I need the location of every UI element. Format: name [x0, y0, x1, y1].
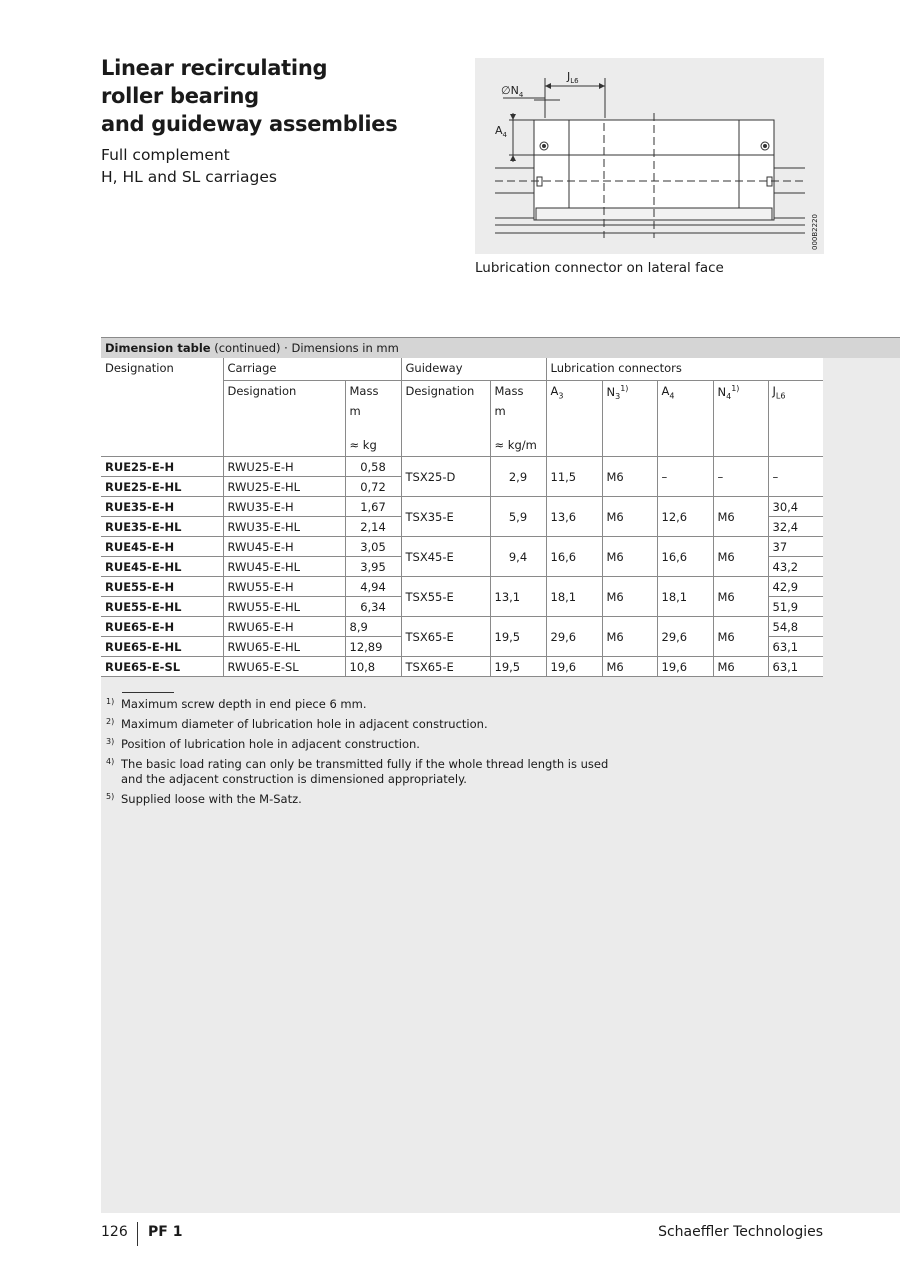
col-guideway: Guideway	[401, 358, 546, 381]
footnote: 5) Supplied loose with the M-Satz.	[106, 792, 302, 806]
label-a4: A	[495, 124, 503, 137]
figure-caption: Lubrication connector on lateral face	[475, 260, 724, 276]
dimension-table-section	[101, 337, 900, 677]
table-row: RUE65-E-SL RWU65-E-SL 10,8 TSX65-E 19,5 19,6 M6 19,6 M6 63,1	[101, 657, 823, 677]
footnote: 3) Position of lubrication hole in adjacent construction.	[106, 737, 420, 751]
drawing-code: 000B2220	[811, 214, 819, 250]
col-carriage: Carriage	[223, 358, 401, 381]
table-row: RUE45-E-H RWU45-E-H 3,05 TSX45-E 9,4 16,6 M6 16,6 M6 37	[101, 537, 823, 557]
page-title	[101, 54, 461, 138]
page-number: 126	[101, 1224, 128, 1240]
col-carriage-mass: Mass m ≈ kg	[345, 381, 401, 457]
svg-text:∅N4	[501, 84, 524, 99]
title-line-1: Linear recirculating	[101, 56, 328, 80]
page-footer	[101, 1224, 823, 1244]
subtitle	[101, 144, 461, 188]
label-jl6: J	[567, 70, 571, 83]
col-guideway-designation: Designation	[401, 381, 490, 457]
col-designation: Designation	[101, 358, 223, 457]
table-row: RUE25-E-H RWU25-E-H 0,58 TSX25-D 2,9 11,5 M6 – – –	[101, 457, 823, 477]
table-heading	[101, 337, 900, 358]
label-a4-sub: 4	[502, 131, 507, 139]
technical-drawing	[475, 58, 824, 254]
col-guideway-mass: Mass m ≈ kg/m	[490, 381, 546, 457]
title-block	[101, 54, 461, 188]
col-n3: $N_3^{1)}$	[602, 381, 657, 457]
table-row: RUE25-E-HL RWU25-E-HL 0,72	[101, 477, 823, 497]
section-label: PF 1	[148, 1224, 183, 1240]
label-n4-sub: 4	[518, 91, 524, 99]
company-name: Schaeffler Technologies	[658, 1224, 823, 1240]
table-heading-bold: Dimension table	[105, 341, 211, 355]
col-n4: $N_4^{1)}$	[713, 381, 768, 457]
svg-text:JL6	[566, 70, 579, 85]
footnote: 4) The basic load rating can only be transmitted fully if the whole thread length is used and the adjacent construction is dimensioned appropriately.	[106, 757, 609, 786]
col-a3: $A_3$	[546, 381, 602, 457]
drawing-svg	[475, 58, 824, 254]
col-jl6: $J_{L6}$	[768, 381, 823, 457]
subtitle-line-1: Full complement	[101, 146, 230, 164]
table-row: RUE45-E-HL RWU45-E-HL 3,95 43,2	[101, 557, 823, 577]
footnote: 1) Maximum screw depth in end piece 6 mm.	[106, 697, 367, 711]
label-jl6-sub: L6	[570, 77, 579, 85]
col-a4: $A_4$	[657, 381, 713, 457]
table-row: RUE65-E-H RWU65-E-H 8,9 TSX65-E 19,5 29,6 M6 29,6 M6 54,8	[101, 617, 823, 637]
table-row: RUE55-E-H RWU55-E-H 4,94 TSX55-E 13,1 18,1 M6 18,1 M6 42,9	[101, 577, 823, 597]
footnote-rule	[122, 692, 174, 693]
dimension-table	[101, 358, 823, 677]
table-heading-rest: (continued) · Dimensions in mm	[210, 341, 399, 355]
footer-divider	[137, 1222, 138, 1246]
table-row: RUE55-E-HL RWU55-E-HL 6,34 51,9	[101, 597, 823, 617]
table-row: RUE35-E-HL RWU35-E-HL 2,14 32,4	[101, 517, 823, 537]
title-line-2: roller bearing	[101, 84, 259, 108]
footnote: 2) Maximum diameter of lubrication hole in adjacent construction.	[106, 717, 488, 731]
table-row: RUE65-E-HL RWU65-E-HL 12,89 63,1	[101, 637, 823, 657]
svg-text:A4	[495, 124, 508, 139]
col-carriage-designation: Designation	[223, 381, 345, 457]
col-lubrication: Lubrication connectors	[546, 358, 823, 381]
table-row: RUE35-E-H RWU35-E-H 1,67 TSX35-E 5,9 13,6 M6 12,6 M6 30,4	[101, 497, 823, 517]
subtitle-line-2: H, HL and SL carriages	[101, 168, 277, 186]
title-line-3: and guideway assemblies	[101, 112, 398, 136]
label-n4: ∅N	[501, 84, 519, 97]
footnotes	[106, 692, 626, 812]
